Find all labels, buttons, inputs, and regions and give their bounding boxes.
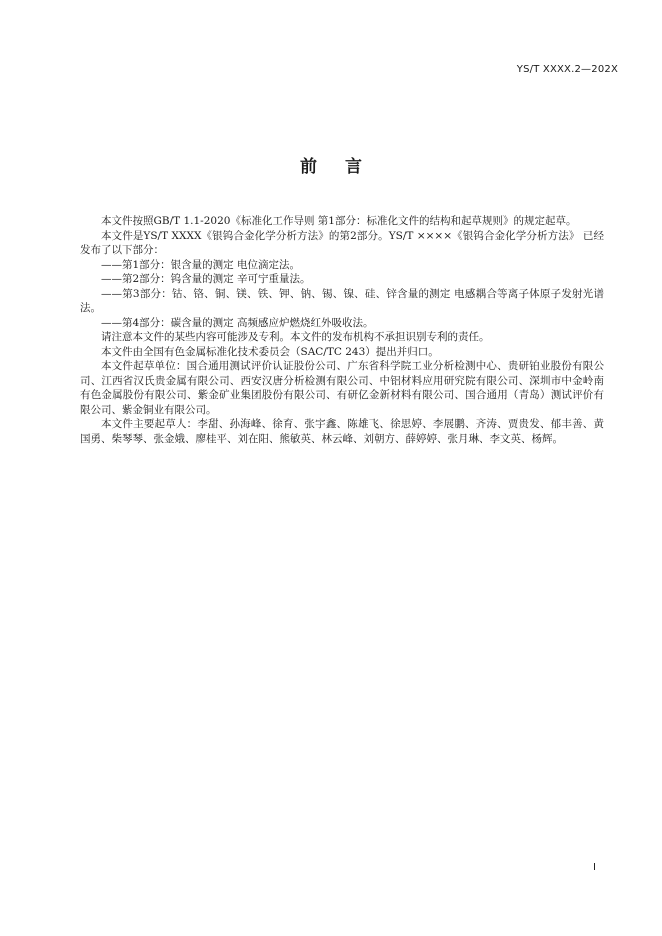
foreword-body (80, 214, 604, 446)
page-title: 前言 (300, 157, 390, 177)
document-code: YS/T XXXX.2—202X (516, 64, 618, 75)
paragraph-part-overview: 本文件是YS/T XXXX《银钨合金化学分析方法》的第2部分。YS/T ××××《银钨合金化学分析方法》 已经发布了以下部分： (80, 229, 604, 256)
paragraph-committee: 本文件由全国有色金属标准化技术委员会（SAC/TC 243）提出并归口。 (101, 345, 439, 358)
paragraph-patent-notice: 请注意本文件的某些内容可能涉及专利。本文件的发布机构不承担识别专利的责任。 (101, 331, 490, 343)
page-number: I (593, 862, 596, 873)
list-item-part-2: ——第2部分：钨含量的测定 辛可宁重量法。 (101, 273, 311, 285)
paragraph-drafters: 本文件主要起草人：李甜、孙海峰、徐育、张宇鑫、陈雄飞、徐思婷、李展鹏、齐涛、贾贵发、郁丰善、黄国勇、柴琴琴、张金娥、廖桂平、刘在阳、熊敏英、林云峰、刘朝方、薛婷婷、张月琳、李文英、杨辉。 (80, 418, 604, 445)
paragraph-drafting-rules: 本文件按照GB/T 1.1-2020《标准化工作导则 第1部分：标准化文件的结构和起草规则》的规定起草。 (101, 215, 577, 227)
list-item-part-3: ——第3部分：钴、铬、铜、镁、铁、钾、钠、锡、镍、硅、锌含量的测定 电感耦合等离子体原子发射光谱法。 (80, 287, 604, 314)
list-item-part-4: ——第4部分：碳含量的测定 高频感应炉燃烧红外吸收法。 (101, 316, 374, 329)
paragraph-drafting-units: 本文件起草单位：国合通用测试评价认证股份公司、广东省科学院工业分析检测中心、贵研铂业股份有限公司、江西省汉氏贵金属有限公司、西安汉唐分析检测有限公司、中铝材料应用研究院有限公司、深圳市中金岭南有色金属股份有限公司、紫金矿业集团股份有限公司、有研亿金新材料有限公司、国合通用（青岛）测试评价有限公司、紫金铜业有限公司。 (80, 360, 604, 416)
list-item-part-1: ——第1部分：银含量的测定 电位滴定法。 (101, 258, 301, 271)
